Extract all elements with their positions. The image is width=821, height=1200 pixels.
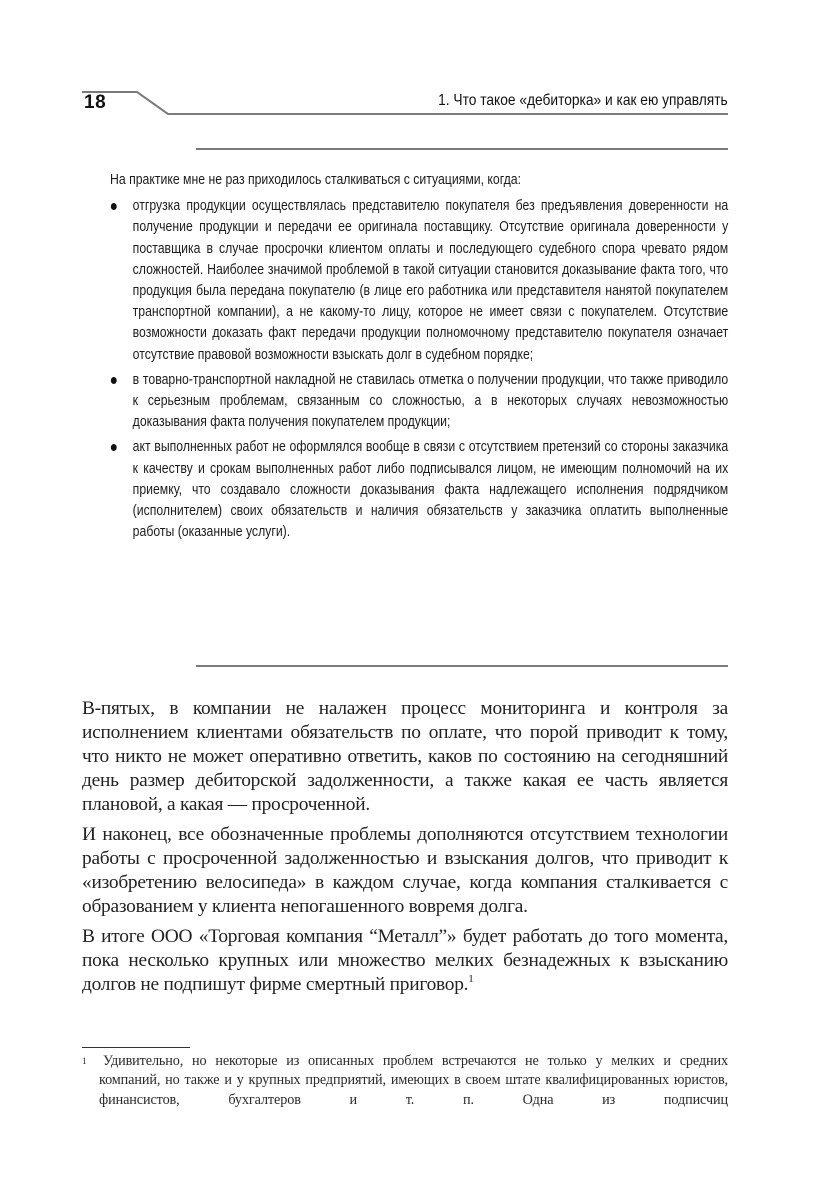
aside-intro: На практике мне не раз приходилось сталкиваться с ситуациями, когда: [110,172,522,188]
footnote-text: Удивительно, но некоторые из описанных проблем встречаются не только у мелких и средних компаний, но также и у крупных предприятий, имеющих в своем штате квалифицированных юристов, финансистов, бухгалтеров и т. п. Одна из подписчиц [99,1053,728,1108]
body-paragraph: И наконец, все обозначенные проблемы дополняются отсутствием технологии работы с просроченной задолженностью и взыскания долгов, что приводит к «изобретению велосипеда» в каждом случае, когда компания сталкивается с образованием у клиента непогашенного вовремя долга. [82,824,728,917]
footnote-mark: 1 [82,1056,87,1066]
header-rule [0,0,821,130]
aside-bullet-item [110,437,728,543]
aside-bullet-item [110,196,728,366]
body-paragraph-text: В итоге ООО «Торговая компания “Металл”» будет работать до того момента, пока несколько крупных или множество мелких безнадежных к взысканию долгов не подпишут фирме смертный приговор. [82,926,728,995]
aside-bullet-text: в товарно-транспортной накладной не ставилась отметка о получении продукции, что также приводило к серьезным проблемам, связанным со сложностью, а в некоторых случаях невозможностью доказывания факта получения покупателем продукции; [132,371,729,431]
footnote-rule [82,1047,190,1048]
bullet-icon [111,444,117,451]
aside-bullet-text: акт выполненных работ не оформлялся вообще в связи с отсутствием претензий со стороны заказчика к качеству и срокам выполненных работ либо подписывался лицом, не имеющим полномочий на их приемку, что создавало сложности доказывания факта надлежащего исполнения подрядчиком (исполнителем) своих обязательств и наличия обязательств у заказчика оплатить выполненные работы (оказанные услуги). [132,439,729,541]
aside-block [110,170,728,547]
aside-bullet-item [110,370,728,434]
footnote-reference[interactable]: 1 [468,973,474,985]
bullet-icon [111,377,117,384]
bullet-icon [111,203,117,210]
body-paragraph: В-пятых, в компании не налажен процесс мониторинга и контроля за исполнением клиентами обязательств по оплате, что порой приводит к тому, что никто не может оперативно ответить, каков по состоянию на сегодняшний день размер дебиторской задолженности, а также какая ее часть является плановой, а какая — просроченной. [82,698,728,815]
footnote [82,1052,728,1110]
running-title: 1. Что такое «дебиторка» и как ею управлять [438,92,728,109]
aside-bullet-text: отгрузка продукции осуществлялась представителю покупателя без предъявления доверенности на получение продукции и передачи ее оригинала поставщику. Отсутствие оригинала доверенности у поставщика в случае просрочки клиентом оплаты и последующего судебного спора чревато рядом сложностей. Наиболее значимой проблемой в такой ситуации становится доказывание факта того, что продукция была передана покупателю (в лице его работника или представителя нанятой покупателем транспортной компании), а не какому-то лицу, которое не имеет связи с покупателем. Отсутствие возможности доказать факт передачи продукции полномочному представителю покупателя означает отсутствие правовой возможности взыскать долг в судебном порядке; [132,198,729,363]
aside-top-rule [196,148,728,150]
aside-bullet-list [110,196,728,543]
aside-bottom-rule [196,665,728,667]
page-number: 18 [84,92,107,113]
body-paragraph [82,925,728,997]
body-text [82,697,728,1003]
